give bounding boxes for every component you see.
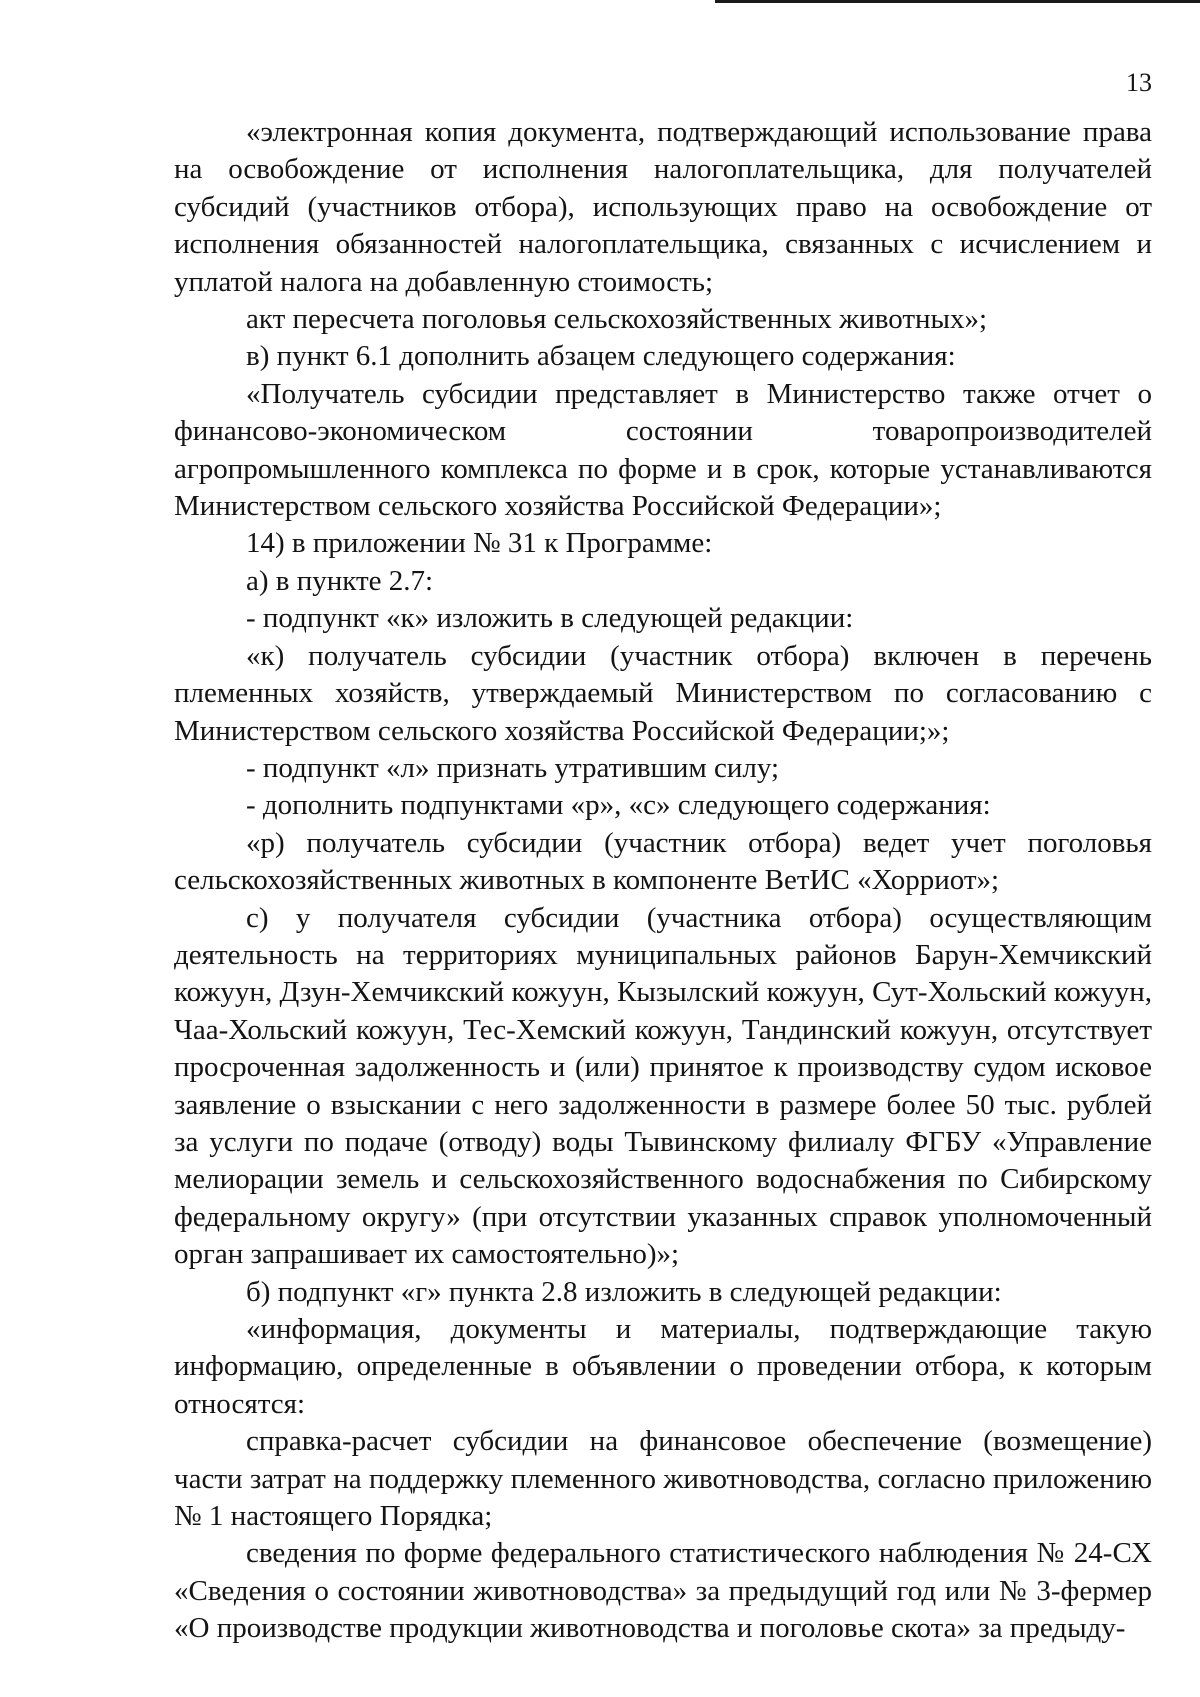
page-number: 13 bbox=[1126, 68, 1152, 97]
paragraph: - подпункт «к» изложить в следующей редакции: bbox=[246, 602, 854, 635]
paragraph: «информация, документы и материалы, подтверждающие такую информацию, определенные в объявлении о проведении отбора, к которым относятся: bbox=[174, 1313, 1152, 1420]
paragraph: - дополнить подпунктами «р», «с» следующего содержания: bbox=[246, 789, 991, 822]
paragraph: 14) в приложении № 31 к Программе: bbox=[246, 527, 713, 560]
paragraph: справка-расчет субсидии на финансовое обеспечение (возмещение) части затрат на поддержку племенного животноводства, согласно приложению № 1 настоящего Порядка; bbox=[174, 1425, 1152, 1533]
paragraph: акт пересчета поголовья сельскохозяйственных животных»; bbox=[246, 303, 988, 336]
paragraph: а) в пункте 2.7: bbox=[246, 564, 434, 597]
paragraph: - подпункт «л» признать утратившим силу; bbox=[246, 751, 780, 784]
paragraph: «к) получатель субсидии (участник отбора) включен в перечень племенных хозяйств, утверждаемый Министерством по согласованию с Министерством сельского хозяйства Российской Федерации;»; bbox=[174, 639, 1152, 747]
paragraph: «электронная копия документа, подтверждающий использование права на освобождение от исполнения налогоплательщика, для получателей субсидий (участников отбора), использующих право на освобождение от исполнения обязанностей налогоплательщика, связанных с исчислением и уплатой налога на добавленную стоимость; bbox=[174, 116, 1152, 298]
paragraph: «Получатель субсидии представляет в Министерство также отчет о финансово-экономическом состоянии товаропроизводителей агропромышленного комплекса по форме и в срок, которые устанавливаются Министерством сельского хозяйства Российской Федерации»; bbox=[174, 377, 1152, 523]
document-body bbox=[174, 114, 1152, 1648]
paragraph: сведения по форме федерального статистического наблюдения № 24-СХ «Сведения о состоянии животноводства» за предыдущий год или № 3-фермер «О производстве продукции животноводства и поголовье скота» за предыду- bbox=[174, 1537, 1152, 1645]
paragraph: в) пункт 6.1 дополнить абзацем следующего содержания: bbox=[246, 340, 956, 373]
top-rule bbox=[715, 0, 1200, 3]
paragraph: б) подпункт «г» пункта 2.8 изложить в следующей редакции: bbox=[246, 1275, 1002, 1308]
paragraph: «р) получатель субсидии (участник отбора) ведет учет поголовья сельскохозяйственных животных в компоненте ВетИС «Хорриот»; bbox=[174, 826, 1152, 897]
paragraph: с) у получателя субсидии (участника отбора) осуществляющим деятельность на территориях муниципальных районов Барун-Хемчикский кожуун, Дзун-Хемчикский кожуун, Кызылский кожуун, Сут-Хольский кожуун, Чаа-Хольский кожуун, Тес-Хемский кожуун, Тандинский кожуун, отсутствует просроченная задолженность и (или) принятое к производству судом исковое заявление о взыскании с него задолженности в размере более 50 тыс. рублей за услуги по подаче (отводу) воды Тывинскому филиалу ФГБУ «Управление мелиорации земель и сельскохозяйственного водоснабжения по Сибирскому федеральному округу» (при отсутствии указанных справок уполномоченный орган запрашивает их самостоятельно)»; bbox=[174, 901, 1152, 1271]
